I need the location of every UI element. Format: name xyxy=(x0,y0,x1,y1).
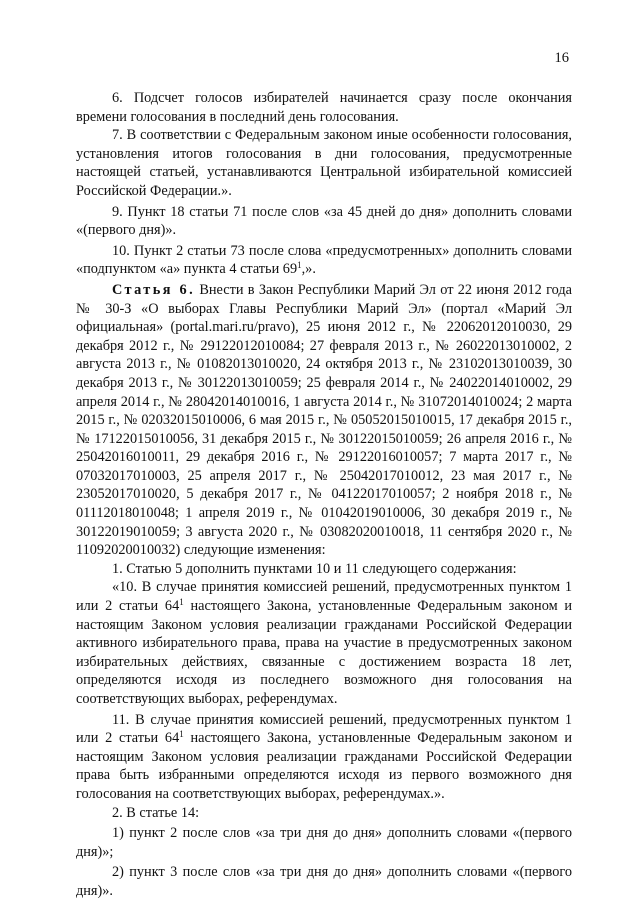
subitem-1: 1) пункт 2 после слов «за три дня до дня» дополнить словами «(первого дня)»; xyxy=(76,825,572,860)
article-6-text: Внести в Закон Республики Марий Эл от 22 июня 2012 года № 30-З «О выборах Главы Республики Марий Эл» (портал «Марий Эл официальная» (portal.mari.ru/pravo), 25 июня 2012 г., № 22062012010030, 29 декабря 2012 г., № 29122012010084; 27 февраля 2013 г., № 26022013010002, 2 августа 2013 г., № 01082013010020, 24 октября 2013 г., № 23102013010039, 30 декабря 2013 г., № 30122013010059; 25 февраля 2014 г., № 24022014010002, 29 апреля 2014 г., № 28042014010016, 1 августа 2014 г., № 31072014010024; 2 марта 2015 г., № 02032015010006, 6 мая 2015 г., № 05052015010015, 17 декабря 2015 г., № 17122015010056, 31 декабря 2015 г., № 30122015010059; 26 апреля 2016 г., № 25042016010011, 29 декабря 2016 г., № 29122016010057; 7 марта 2017 г., № 07032017010003, 25 апреля 2017 г., № 25042017010012, 23 мая 2017 г., № 23052017010020, 5 декабря 2017 г., № 04122017010057; 2 ноября 2018 г., № 01112018010048; 1 апреля 2019 г., № 01042019010006, 30 декабря 2019 г., № 30122019010059; 3 августа 2020 г., № 03082020010018, 11 сентября 2020 г., № 11092020010032) следующие изменения: xyxy=(76,281,572,559)
subitem-2: 2) пункт 3 после слов «за три дня до дня» дополнить словами «(первого дня)». xyxy=(76,864,572,899)
clause-11-text: 11. В случае принятия комиссией решений, предусмотренных пунктом 1 или 2 статьи 64 xyxy=(76,711,572,747)
item-2: 2. В статье 14: xyxy=(112,804,200,821)
page-number: 16 xyxy=(554,50,569,66)
superscript: 1 xyxy=(297,260,302,271)
clause-10 xyxy=(76,578,572,708)
clause-10-end: настоящего Закона, установленные Федеральным законом и настоящим Законом условия реализации гражданами Российской Федерации активного избирательного права, права на участие в предусмотренных законом избирательных действиях, связанные с достижением возраста 18 лет, определяются исходя из последнего возможного дня голосования на соответствующих выборах, референдумах. xyxy=(76,598,572,707)
paragraph-6: 6. Подсчет голосов избирателей начинается сразу после окончания времени голосования в последний день голосования. xyxy=(76,90,572,125)
paragraph-9: 9. Пункт 18 статьи 71 после слов «за 45 дней до дня» дополнить словами «(первого дня)». xyxy=(76,203,572,239)
clause-10-text: «10. В случае принятия комиссией решений, предусмотренных пунктом 1 или 2 статьи 64 xyxy=(76,579,572,615)
superscript: 1 xyxy=(179,597,184,608)
paragraph-10-end: ,». xyxy=(301,261,316,278)
paragraph-10-text: 10. Пункт 2 статьи 73 после слова «предусмотренных» дополнить словами «подпунктом «а» пункта 4 статьи 69 xyxy=(76,242,572,278)
paragraph-7: 7. В соответствии с Федеральным законом иные особенности голосования, установления итогов голосования в дни голосования, предусмотренные настоящей статьей, устанавливаются Центральной избирательной комиссией Российской Федерации.». xyxy=(76,127,572,199)
article-6-paragraph xyxy=(76,281,572,560)
clause-11 xyxy=(76,711,572,804)
article-6-heading: Статья 6. xyxy=(112,281,196,298)
paragraph-10 xyxy=(76,242,572,279)
superscript: 1 xyxy=(179,729,184,740)
clause-11-end: настоящего Закона, установленные Федеральным законом и настоящим Законом условия реализации гражданами Российской Федерации права быть избранными определяются исходя из первого возможного дня голосования на соответствующих выборах, референдумах.». xyxy=(76,730,572,802)
document-body xyxy=(76,89,572,901)
item-1: 1. Статью 5 дополнить пунктами 10 и 11 следующего содержания: xyxy=(112,560,517,577)
